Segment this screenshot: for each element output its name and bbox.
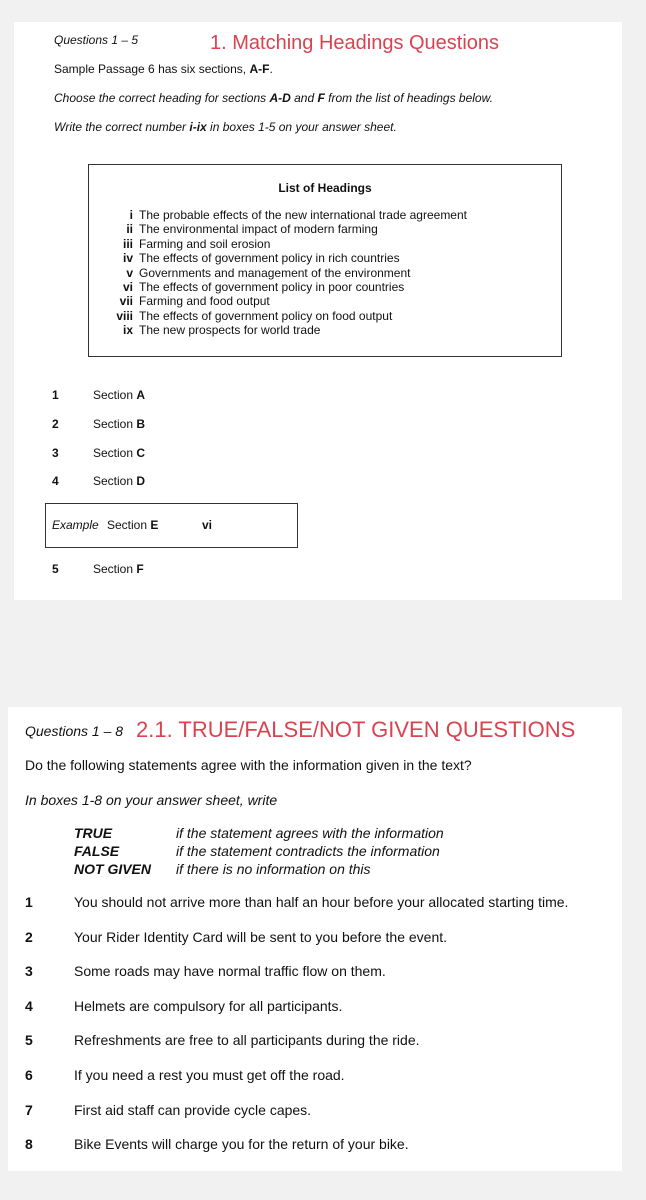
section-label: Section A	[93, 388, 146, 402]
legend-key: TRUE	[74, 825, 113, 841]
heading-number: i	[129, 208, 133, 222]
heading-item	[89, 208, 561, 222]
example-answer: vi	[202, 518, 213, 532]
heading-item	[89, 266, 561, 280]
heading-number: ix	[122, 323, 133, 338]
statement-number: 5	[25, 1032, 33, 1049]
statement-text: If you need a rest you must get off the road.	[74, 1067, 345, 1083]
statement-text: You should not arrive more than half an hour before your allocated starting time.	[74, 894, 569, 910]
section-label: Section B	[93, 417, 146, 431]
questions-label: Questions 1 – 5	[54, 33, 139, 47]
heading-text: The new prospects for world trade	[139, 323, 321, 338]
legend-description: if there is no information on this	[176, 861, 371, 877]
section-number: 1	[52, 388, 59, 402]
heading-item	[89, 294, 561, 308]
list-of-headings-box	[88, 164, 562, 357]
statement-number: 8	[25, 1136, 33, 1153]
statement-text: Refreshments are free to all participants during the ride.	[74, 1032, 420, 1049]
heading-number: vi	[122, 280, 133, 294]
heading-item	[89, 323, 561, 337]
statement-text: Some roads may have normal traffic flow on them.	[74, 963, 386, 980]
statement-text: First aid staff can provide cycle capes.	[74, 1101, 312, 1118]
statement-number: 6	[25, 1067, 33, 1083]
true-false-panel	[8, 707, 622, 1171]
section-label: Section F	[93, 562, 144, 576]
heading-number: v	[126, 265, 133, 280]
section-number: 4	[52, 474, 59, 488]
heading-text: The effects of government policy in poor countries	[139, 280, 405, 294]
section-label: Section D	[93, 474, 146, 488]
heading-item	[89, 309, 561, 323]
heading-text: The effects of government policy on food output	[139, 308, 393, 323]
heading-text: Farming and soil erosion	[139, 236, 271, 251]
statement-number: 3	[25, 963, 33, 980]
legend-key: NOT GIVEN	[74, 861, 152, 877]
statement-number: 1	[25, 894, 33, 910]
instruction-write: Write the correct number i-ix in boxes 1-5 on your answer sheet.	[54, 120, 397, 134]
heading-number: iii	[122, 236, 133, 251]
heading-text: Farming and food output	[139, 294, 270, 309]
heading-text: Governments and management of the environment	[139, 265, 411, 280]
statement-number: 4	[25, 997, 33, 1014]
statement-number: 7	[25, 1101, 33, 1118]
heading-item	[89, 280, 561, 294]
section-number: 2	[52, 417, 59, 431]
heading-text: The probable effects of the new international trade agreement	[139, 208, 467, 222]
section-title: 1. Matching Headings Questions	[210, 32, 500, 54]
heading-item	[89, 222, 561, 236]
intro-text: Sample Passage 6 has six sections, A-F.	[54, 62, 273, 76]
heading-number: iv	[122, 251, 133, 266]
legend-description: if the statement agrees with the information	[176, 825, 444, 841]
section-number: 3	[52, 446, 59, 460]
intro-text: Do the following statements agree with the information given in the text?	[25, 757, 472, 773]
section-title: 2.1. TRUE/FALSE/NOT GIVEN QUESTIONS	[136, 717, 576, 742]
heading-item	[89, 237, 561, 251]
matching-headings-panel	[14, 22, 622, 600]
questions-label: Questions 1 – 8	[25, 723, 124, 739]
instruction-text: In boxes 1-8 on your answer sheet, write	[25, 792, 278, 808]
legend-key: FALSE	[74, 843, 120, 859]
example-section: Section E	[107, 518, 159, 532]
section-label: Section C	[93, 446, 146, 460]
heading-text: The effects of government policy in rich countries	[139, 251, 400, 266]
heading-number: vii	[119, 294, 133, 309]
heading-text: The environmental impact of modern farming	[139, 222, 378, 237]
example-label: Example	[52, 518, 99, 532]
list-title: List of Headings	[278, 181, 372, 195]
instruction-choose: Choose the correct heading for sections A-D and F from the list of headings below.	[54, 91, 493, 105]
heading-number: viii	[116, 308, 133, 323]
legend-description: if the statement contradicts the information	[176, 843, 440, 859]
example-box	[45, 503, 298, 548]
statement-number: 2	[25, 928, 33, 945]
heading-number: ii	[126, 222, 133, 237]
heading-item	[89, 251, 561, 265]
section-number: 5	[52, 562, 59, 576]
statement-text: Your Rider Identity Card will be sent to you before the event.	[74, 928, 448, 945]
statement-text: Helmets are compulsory for all participants.	[74, 997, 343, 1014]
statement-text: Bike Events will charge you for the return of your bike.	[74, 1136, 409, 1153]
